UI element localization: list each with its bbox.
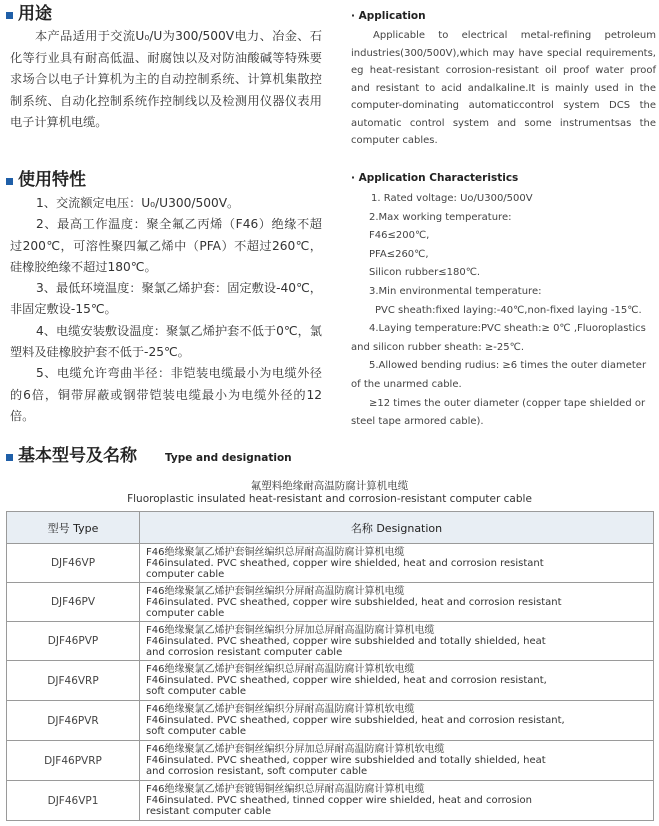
application-paragraph: Applicable to electrical metal-refining petroleum industries(300/500V),which may have special requirements, eg heat-resistant corrosion-resistant oil proof water proof and resistant to acid andalkaline.It is mainly used in the computer-dominating automaticcontrol system DCS the automatic control system and some instrumentsas the computer cables. bbox=[351, 30, 656, 146]
characteristics-zh-item: 1、交流额定电压：U₀/U300/500V。 bbox=[36, 196, 240, 210]
model-cell: DJF46PVP bbox=[7, 622, 140, 661]
table-title-en: Fluoroplastic insulated heat-resistant and corrosion-resistant computer cable bbox=[127, 493, 532, 505]
usage-paragraph-wrap bbox=[10, 26, 322, 134]
characteristics-heading: 使用特性 bbox=[18, 170, 86, 190]
characteristics-en-line: 5.Allowed bending rudius: ≥6 times the outer diameter bbox=[369, 360, 647, 372]
characteristics-en-line: and silicon rubber sheath: ≥-25℃. bbox=[351, 341, 525, 353]
characteristics-en-line: 3.Min environmental temperature: bbox=[369, 285, 542, 297]
characteristics-zh-list bbox=[10, 193, 322, 427]
characteristics-en-line: PVC sheath:fixed laying:-40℃,non-fixed laying -15℃. bbox=[375, 304, 642, 316]
designation-cell: F46绝缘聚氯乙烯护套铜丝编织分屏耐高温防腐计算机电缆 F46insulated. PVC sheathed, copper wire subshielded, heat and corrosion resistant computer cable bbox=[140, 583, 654, 622]
designation-cell: F46绝缘聚氯乙烯护套镀锡铜丝编织总屏耐高温防腐计算机电缆 F46insulated. PVC sheathed, tinned copper wire shielded, heat and corrosion resistant computer cable bbox=[140, 781, 654, 821]
type-heading-marker bbox=[6, 454, 13, 461]
type-heading-en: Type and designation bbox=[165, 452, 292, 464]
table-row bbox=[7, 661, 654, 701]
application-heading: · Application bbox=[351, 10, 426, 22]
designation-cell: F46绝缘聚氯乙烯护套铜丝编织分屏加总屏耐高温防腐计算机电缆 F46insulated. PVC sheathed, copper wire subshielded and totally shielded, heat and corrosion resistant computer cable bbox=[140, 622, 654, 661]
model-cell: DJF46VP1 bbox=[7, 781, 140, 821]
table-row bbox=[7, 622, 654, 661]
table-title-zh: 氟塑料绝缘耐高温防腐计算机电缆 bbox=[250, 480, 409, 492]
table-row bbox=[7, 701, 654, 741]
designation-cell: F46绝缘聚氯乙烯护套铜丝编织总屏耐高温防腐计算机电缆 F46insulated. PVC sheathed, copper wire shielded, heat and corrosion resistant computer cable bbox=[140, 544, 654, 583]
designation-cell: F46绝缘聚氯乙烯护套铜丝编织总屏耐高温防腐计算机软电缆 F46insulated. PVC sheathed, copper wire shielded, heat and corrosion resistant, soft computer cable bbox=[140, 661, 654, 701]
col-header-type: 型号 Type bbox=[7, 512, 140, 544]
characteristics-zh-item: 4、电缆安装敷设温度：聚氯乙烯护套不低于0℃，氯塑料及硅橡胶护套不低于-25℃。 bbox=[10, 323, 322, 360]
model-cell: DJF46PVRP bbox=[7, 741, 140, 781]
characteristics-en-list bbox=[351, 190, 659, 432]
usage-heading: 用途 bbox=[18, 4, 52, 24]
characteristics-en-line: 2.Max working temperature: bbox=[369, 211, 512, 223]
characteristics-zh-item: 5、电缆允许弯曲半径：非铠装电缆最小为电缆外径的6倍，铜带屏蔽或钢带铠装电缆最小为电缆外径的12倍。 bbox=[10, 366, 322, 423]
table-row bbox=[7, 583, 654, 622]
characteristics-zh-item: 3、最低环境温度：聚氯乙烯护套：固定敷设-40℃，非固定敷设-15℃。 bbox=[10, 281, 322, 317]
table-title bbox=[6, 480, 653, 506]
characteristics-en-heading: · Application Characteristics bbox=[351, 172, 519, 184]
type-table bbox=[6, 511, 654, 821]
table-row bbox=[7, 781, 654, 821]
characteristics-en-line: of the unarmed cable. bbox=[351, 378, 462, 390]
characteristics-en-line: F46≤200℃, bbox=[369, 230, 430, 242]
characteristics-en-line: Silicon rubber≤180℃. bbox=[369, 267, 481, 279]
characteristics-zh-item: 2、最高工作温度：聚全氟乙丙烯（F46）绝缘不超过200℃，可溶性聚四氟乙烯中（PFA）不超过260℃，硅橡胶绝缘不超过180℃。 bbox=[10, 217, 322, 274]
table-row bbox=[7, 741, 654, 781]
usage-paragraph: 本产品适用于交流U₀/U为300/500V电力、冶金、石化等行业具有耐高低温、耐腐蚀以及对防油酸碱等特殊要求场合以电子计算机为主的自动控制系统、计算机集散控制系统、自动化控制系统作控制线以及检测用仪器仪表用电子计算机电缆。 bbox=[10, 29, 322, 129]
application-paragraph-wrap bbox=[351, 27, 656, 150]
col-header-designation: 名称 Designation bbox=[140, 512, 654, 544]
designation-cell: F46绝缘聚氯乙烯护套铜丝编织分屏加总屏耐高温防腐计算机软电缆 F46insulated. PVC sheathed, copper wire subshielded and totally shielded, heat and corrosion resistant, soft computer cable bbox=[140, 741, 654, 781]
model-cell: DJF46VRP bbox=[7, 661, 140, 701]
characteristics-en-line: 4.Laying temperature:PVC sheath:≥ 0℃ ,Fluoroplastics bbox=[369, 323, 646, 335]
characteristics-heading-marker bbox=[6, 178, 13, 185]
characteristics-en-line: 1. Rated voltage: Uo/U300/500V bbox=[371, 193, 533, 204]
characteristics-en-line: PFA≤260℃, bbox=[369, 248, 429, 260]
characteristics-en-line: ≥12 times the outer diameter (copper tape shielded or bbox=[369, 397, 646, 409]
model-cell: DJF46PVR bbox=[7, 701, 140, 741]
table-header-row bbox=[7, 512, 654, 544]
model-cell: DJF46VP bbox=[7, 544, 140, 583]
characteristics-en-line: steel tape armored cable). bbox=[351, 416, 484, 428]
model-cell: DJF46PV bbox=[7, 583, 140, 622]
usage-heading-marker bbox=[6, 12, 13, 19]
type-heading-zh: 基本型号及名称 bbox=[18, 446, 137, 466]
designation-cell: F46绝缘聚氯乙烯护套铜丝编织分屏耐高温防腐计算机软电缆 F46insulated. PVC sheathed, copper wire subshielded, heat and corrosion resistant, soft computer cable bbox=[140, 701, 654, 741]
table-row bbox=[7, 544, 654, 583]
